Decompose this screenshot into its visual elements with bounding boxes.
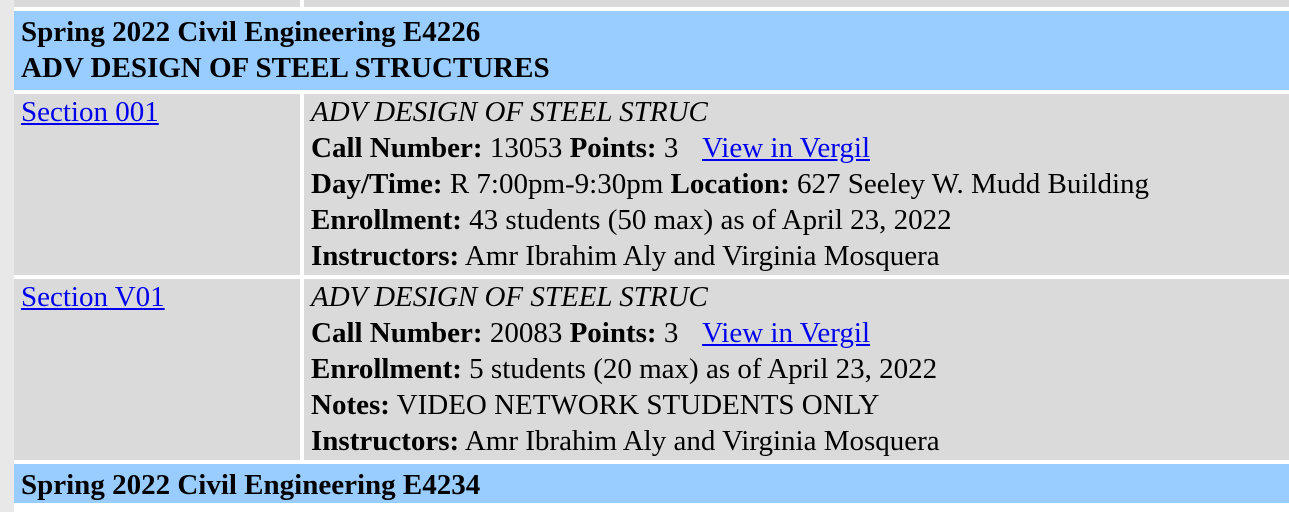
course-listing xyxy=(14,0,1289,507)
location-value: 627 Seeley W. Mudd Building xyxy=(797,168,1150,200)
instructors-value: Amr Ibrahim Aly and Virginia Mosquera xyxy=(464,425,940,457)
instructors-line xyxy=(311,238,1282,274)
call-number-line xyxy=(311,315,1282,351)
section-001-link[interactable]: Section 001 xyxy=(21,96,159,128)
section-row xyxy=(14,279,1289,460)
daytime-label: Day/Time: xyxy=(311,168,443,200)
points-value: 3 xyxy=(663,317,679,349)
course-header xyxy=(14,11,1289,90)
notes-line xyxy=(311,387,1282,423)
section-row xyxy=(14,94,1289,275)
instructors-label: Instructors: xyxy=(311,425,460,457)
instructors-label: Instructors: xyxy=(311,240,460,272)
notes-value: VIDEO NETWORK STUDENTS ONLY xyxy=(396,389,880,421)
next-course-header xyxy=(14,464,1289,503)
course-header-line1: Spring 2022 Civil Engineering E4226 xyxy=(21,16,481,48)
course-header-row xyxy=(14,11,1289,90)
view-in-vergil-link[interactable]: View in Vergil xyxy=(702,317,871,349)
daytime-line xyxy=(311,166,1282,202)
notes-label: Notes: xyxy=(311,389,390,421)
section-title: ADV DESIGN OF STEEL STRUC xyxy=(311,96,708,128)
enrollment-label: Enrollment: xyxy=(311,204,462,236)
next-course-header-line1: Spring 2022 Civil Engineering E4234 xyxy=(21,469,481,501)
previous-row-stub xyxy=(14,0,1289,7)
section-link-cell xyxy=(14,94,300,275)
call-number-label: Call Number: xyxy=(311,317,483,349)
enrollment-label: Enrollment: xyxy=(311,353,462,385)
daytime-value: R 7:00pm-9:30pm xyxy=(449,168,664,200)
course-table xyxy=(10,0,1289,507)
instructors-value: Amr Ibrahim Aly and Virginia Mosquera xyxy=(464,240,940,272)
call-number-value: 20083 xyxy=(489,317,563,349)
points-label: Points: xyxy=(569,132,657,164)
enrollment-value: 5 students (20 max) as of April 23, 2022 xyxy=(469,353,938,385)
section-link-cell xyxy=(14,279,300,460)
section-v01-link[interactable]: Section V01 xyxy=(21,281,165,313)
enrollment-line xyxy=(311,351,1282,387)
enrollment-line xyxy=(311,202,1282,238)
points-label: Points: xyxy=(569,317,657,349)
call-number-line xyxy=(311,130,1282,166)
next-course-header-row xyxy=(14,464,1289,503)
instructors-line xyxy=(311,423,1282,459)
section-title: ADV DESIGN OF STEEL STRUC xyxy=(311,281,708,313)
location-label: Location: xyxy=(670,168,790,200)
section-details xyxy=(304,279,1289,460)
call-number-label: Call Number: xyxy=(311,132,483,164)
call-number-value: 13053 xyxy=(489,132,563,164)
points-value: 3 xyxy=(663,132,679,164)
enrollment-value: 43 students (50 max) as of April 23, 2022 xyxy=(469,204,952,236)
section-details xyxy=(304,94,1289,275)
course-header-line2: ADV DESIGN OF STEEL STRUCTURES xyxy=(21,52,550,84)
view-in-vergil-link[interactable]: View in Vergil xyxy=(702,132,871,164)
